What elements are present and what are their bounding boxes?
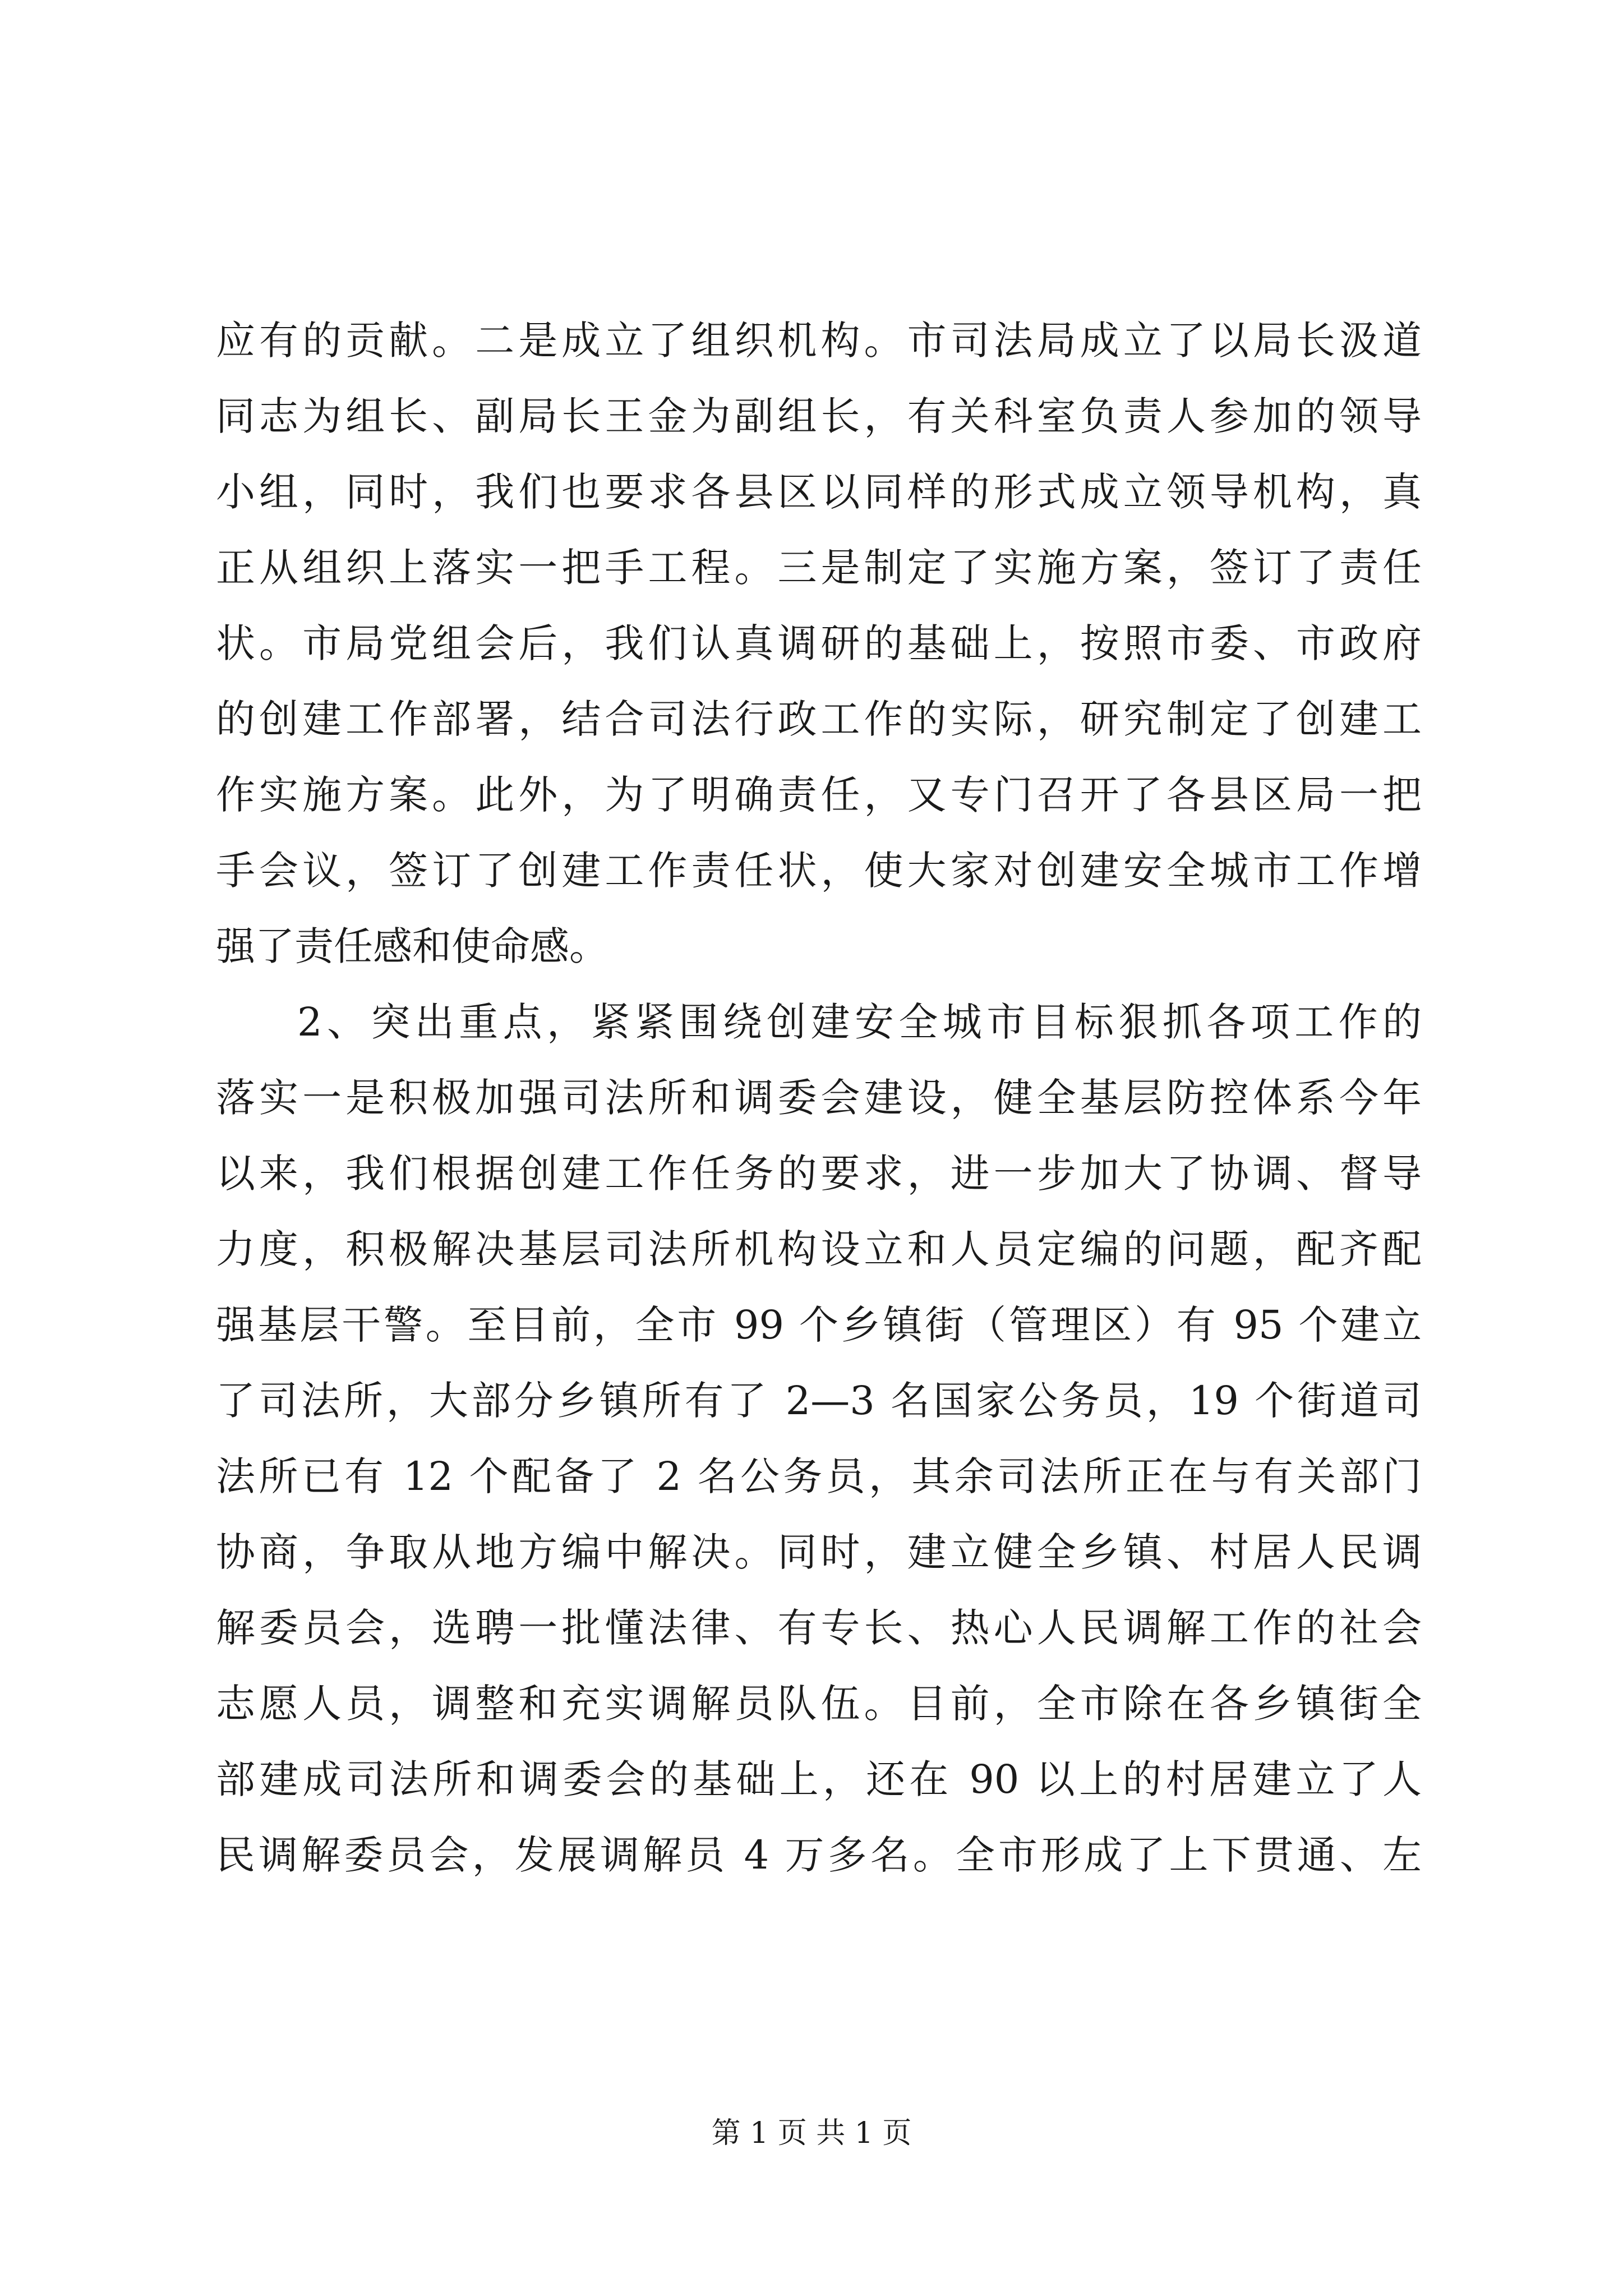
text-line: 手会议，签订了创建工作责任状，使大家对创建安全城市工作增 bbox=[216, 848, 1422, 894]
text-line: 同志为组长、副局长王金为副组长，有关科室负责人参加的领导 bbox=[216, 393, 1422, 439]
text-line: 强基层干警。至目前，全市 99 个乡镇街（管理区）有 95 个建立 bbox=[216, 1302, 1422, 1348]
text-line: 了司法所，大部分乡镇所有了 2—3 名国家公务员，19 个街道司 bbox=[216, 1378, 1422, 1424]
text-line: 作实施方案。此外，为了明确责任，又专门召开了各县区局一把 bbox=[216, 772, 1422, 818]
text-line-paragraph-start: 2、突出重点，紧紧围绕创建安全城市目标狠抓各项工作的 bbox=[297, 999, 1422, 1045]
text-line: 部建成司法所和调委会的基础上，还在 90 以上的村居建立了人 bbox=[216, 1756, 1422, 1802]
text-line: 力度，积极解决基层司法所机构设立和人员定编的问题，配齐配 bbox=[216, 1226, 1422, 1272]
text-line: 状。市局党组会后，我们认真调研的基础上，按照市委、市政府 bbox=[216, 620, 1422, 666]
text-line: 小组，同时，我们也要求各县区以同样的形式成立领导机构，真 bbox=[216, 469, 1422, 515]
text-line: 协商，争取从地方编中解决。同时，建立健全乡镇、村居人民调 bbox=[216, 1529, 1422, 1575]
text-line: 应有的贡献。二是成立了组织机构。市司法局成立了以局长汲道 bbox=[216, 318, 1422, 364]
body-text bbox=[216, 303, 1422, 1893]
text-line: 法所已有 12 个配备了 2 名公务员，其余司法所正在与有关部门 bbox=[216, 1453, 1422, 1499]
page-number-label: 第 1 页 共 1 页 bbox=[711, 2116, 912, 2150]
text-line: 解委员会，选聘一批懂法律、有专长、热心人民调解工作的社会 bbox=[216, 1605, 1422, 1651]
text-line: 以来，我们根据创建工作任务的要求，进一步加大了协调、督导 bbox=[216, 1151, 1422, 1197]
page-footer bbox=[0, 2109, 1623, 2151]
text-line: 正从组织上落实一把手工程。三是制定了实施方案，签订了责任 bbox=[216, 545, 1422, 591]
text-line: 的创建工作部署，结合司法行政工作的实际，研究制定了创建工 bbox=[216, 696, 1422, 742]
text-line: 落实一是积极加强司法所和调委会建设，健全基层防控体系今年 bbox=[216, 1075, 1422, 1121]
text-line: 志愿人员，调整和充实调解员队伍。目前，全市除在各乡镇街全 bbox=[216, 1681, 1422, 1727]
text-line: 民调解委员会，发展调解员 4 万多名。全市形成了上下贯通、左 bbox=[216, 1832, 1422, 1878]
text-line-paragraph-end: 强了责任感和使命感。 bbox=[216, 923, 608, 969]
